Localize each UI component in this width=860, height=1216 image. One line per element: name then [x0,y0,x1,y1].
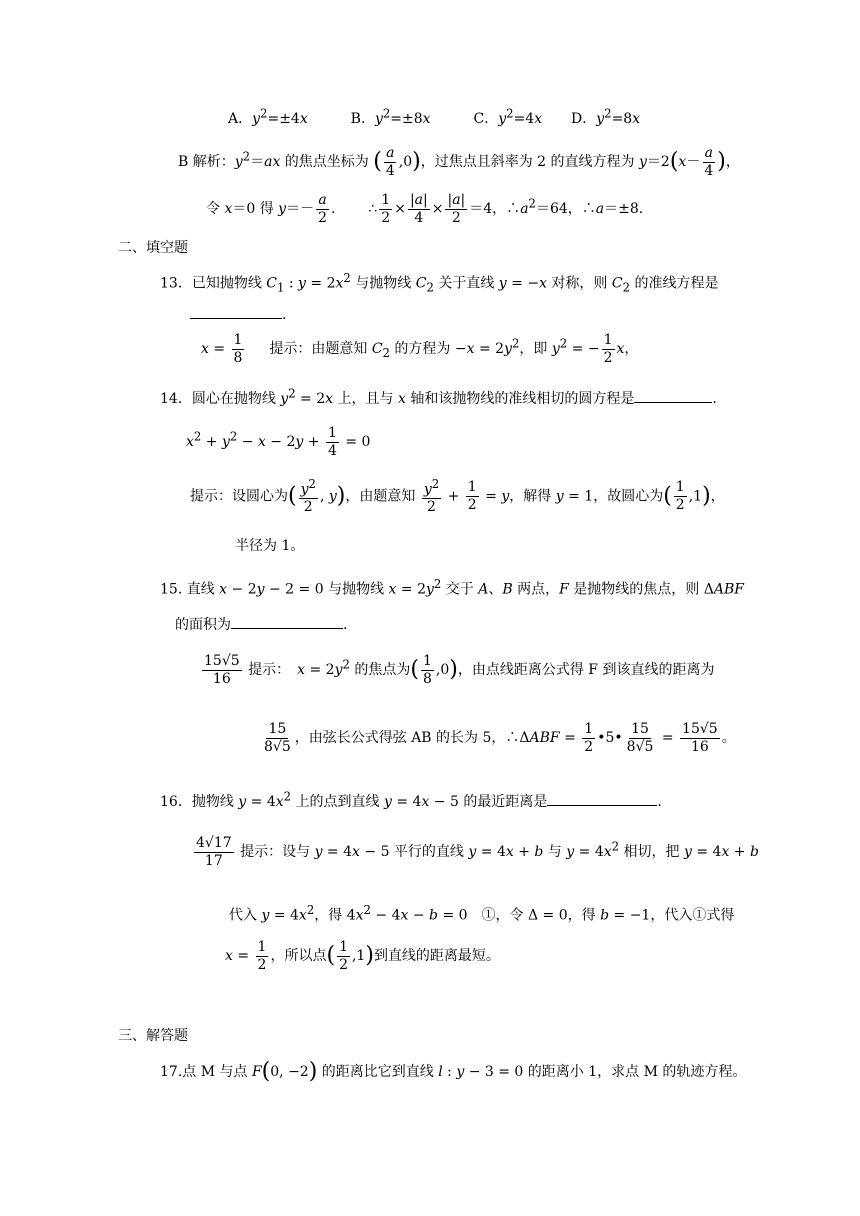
q13-answer: x = $\frac{1}{8}$ 提示：由题意知 $C_2$ 的方程为 $-x = 2y^2$，即 $y^2$ = − $\frac{1}{2}$ x， [201,332,639,366]
q12-analysis-line1: B 解析：$y^2=ax$ 的焦点坐标为 ( $\frac{a}{4}$ ,0)，过焦点且斜率为 2 的直线方程为 y＝2(x－ $\frac{a}{4}$ )， [178,145,740,179]
q14-question: 14．圆心在抛物线 $y^2 = 2x$ 上，且与 x 轴和该抛物线的准线相切的圆方程是 . [160,386,717,407]
option-d: D．$y^2=8x$ [571,106,641,127]
q14-hint2: 半径为 1。 [235,538,305,554]
q14-answer: $x^2 + y^2 - x - 2y$ + $\frac{1}{4}$ = 0 [186,425,371,459]
q14-hint: 提示：设圆心为( $\frac{y^2}{2}$ , y)，由题意知 $\frac{y^2}{2}$ + $\frac{1}{2}$ = y，解得 y = 1，故圆心为( $\frac{1}{2}$ ,1)， [190,477,725,516]
q13-blank[interactable]: . [190,304,286,322]
q15-answer-hint: $\frac{15√5}{16}$ 提示： $x = 2y^2$ 的焦点为( $\frac{1}{8}$ ,0)，由点线距离公式得 F 到该直线的距离为 [204,653,715,687]
option-b: B．$y^2=\pm 8x$ [350,106,431,127]
q16-hint3: x = $\frac{1}{2}$ ，所以点( $\frac{1}{2}$ ,1)到直线的距离最短。 [225,939,500,973]
section2-title: 二、填空题 [118,240,188,256]
q12-analysis-line2: 令 x＝0 得 y＝－ $\frac{a}{2}$ . ∴ $\frac{1}{2}$ × $\frac{|a|}{4}$ × $\frac{|a|}{2}$ ＝4，$\therefore a^2=64$，∴a＝±8. [206,192,644,226]
q12-options [228,108,640,126]
section3-title: 三、解答题 [118,1028,188,1044]
q15-question2: 的面积为 . [175,614,347,632]
option-a: A．$y^2=\pm 4x$ [228,106,308,127]
q15-question: 15. 直线 x − 2y − 2 = 0 与抛物线 $x = 2y^2$ 交于 A、B 两点，F 是抛物线的焦点，则 ΔABF [160,577,744,598]
q16-answer-hint: $\frac{4√17}{17}$ 提示：设与 y = 4x − 5 平行的直线 y = 4x + b 与 $y = 4x^2$ 相切，把 y = 4x + b [196,835,759,869]
q15-hint2: $\frac{15}{8√5}$ ，由弦长公式得弦 AB 的长为 5，∴ΔABF = $\frac{1}{2}$ •5• $\frac{15}{8√5}$ = $\frac{15√5}{16}$ 。 [264,721,736,755]
q16-hint2: 代入 $y = 4x^2$，得 $4x^2 - 4x - b = 0$ ①，令 Δ = 0，得 b = −1，代入①式得 [229,903,735,924]
option-c: C．$y^2=4x$ [473,106,543,127]
q16-question: 16．抛物线 $y = 4x^2$ 上的点到直线 y = 4x − 5 的最近距离是 . [160,789,662,810]
q17-question: 17.点 M 与点 F(0, −2) 的距离比它到直线 l : y − 3 = 0 的距离小 1，求点 M 的轨迹方程。 [160,1059,747,1084]
q13-question: 13．已知抛物线 $C_1$ : $y = 2x^2$ 与抛物线 $C_2$ 关于直线 y = −x 对称，则 $C_2$ 的准线方程是 [160,271,719,295]
